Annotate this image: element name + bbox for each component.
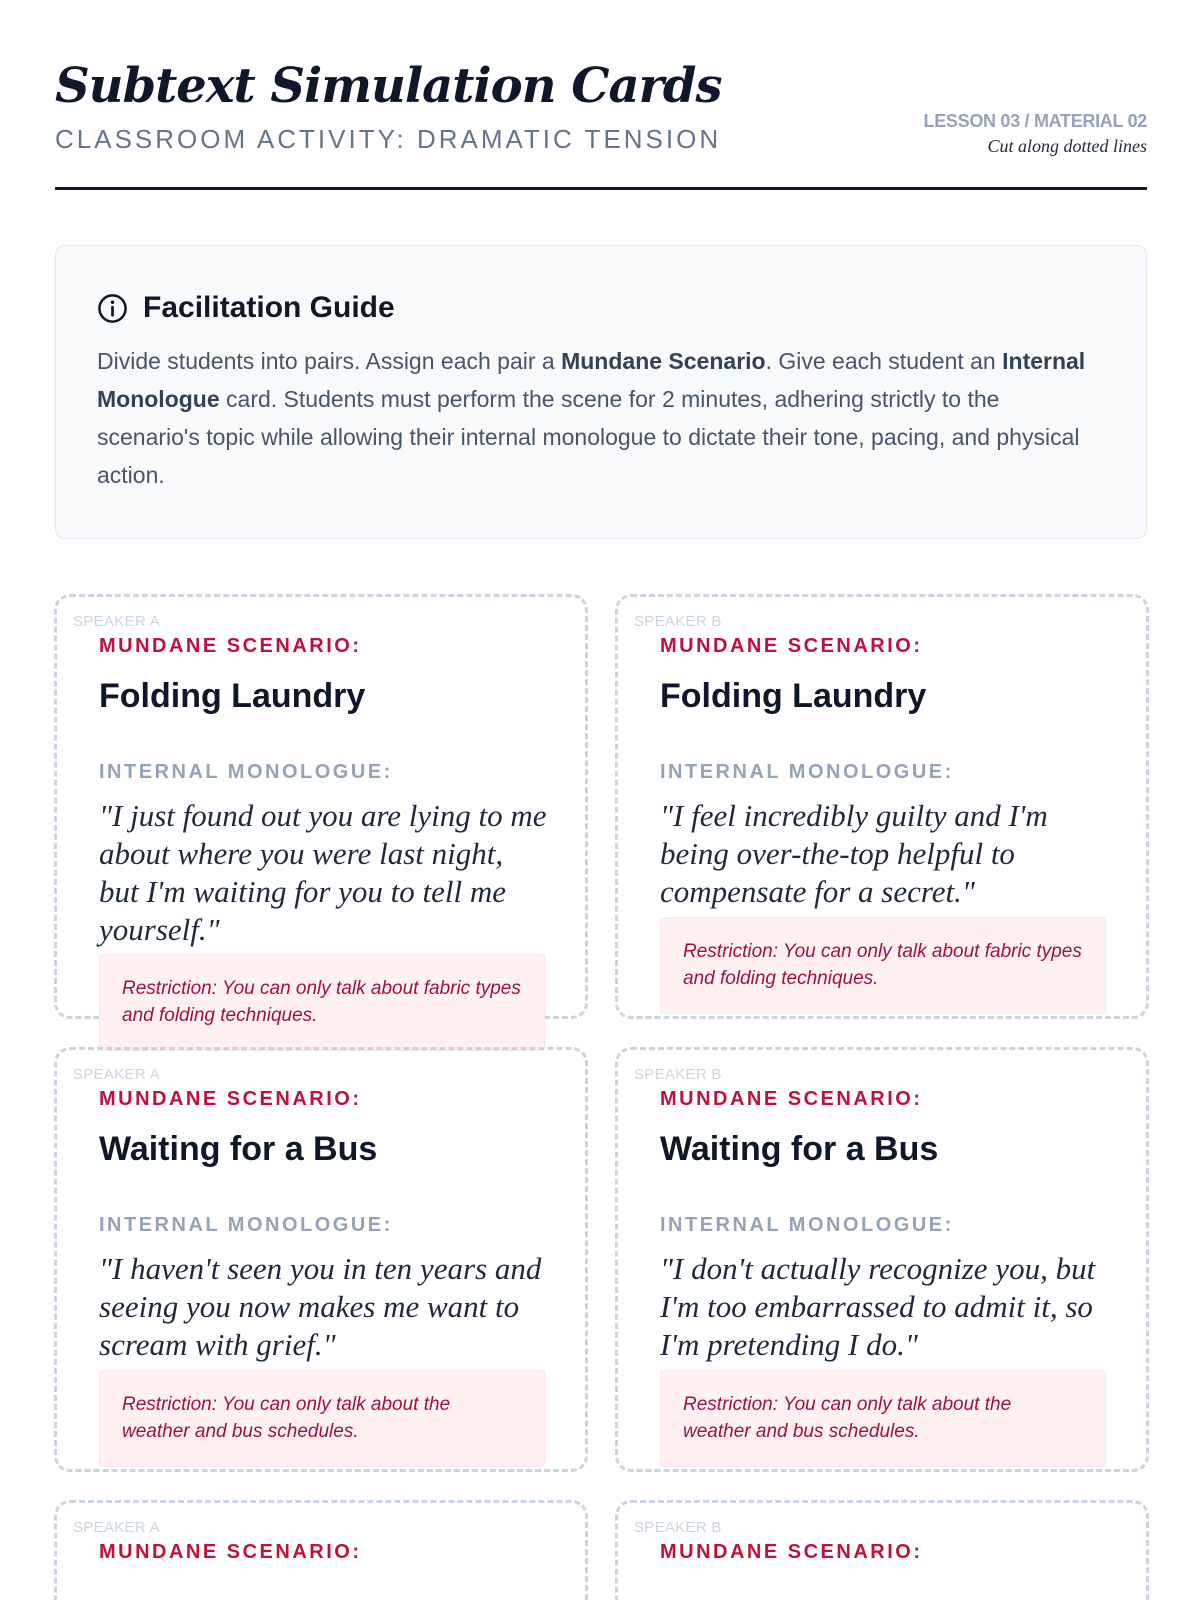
restriction-note: Restriction: You can only talk about the weather and bus schedules. <box>660 1370 1106 1467</box>
facilitation-guide <box>55 245 1147 539</box>
monologue-label: INTERNAL MONOLOGUE: <box>99 1214 393 1236</box>
scenario-label: MUNDANE SCENARIO: <box>99 1541 362 1563</box>
speaker-label: SPEAKER A <box>73 613 160 630</box>
scenario-title: Folding Laundry <box>660 677 927 715</box>
guide-text-part: card. Students must perform the scene for 2 minutes, adhering strictly to the scenario's topic while allowing their internal monologue to dictate their tone, pacing, and physical action. <box>97 386 1080 488</box>
guide-header <box>97 290 1104 326</box>
page-header <box>55 56 1147 190</box>
info-icon <box>97 293 128 324</box>
guide-bold-scenario: Mundane Scenario <box>561 348 766 374</box>
monologue-label: INTERNAL MONOLOGUE: <box>660 1214 954 1236</box>
monologue-quote: "I just found out you are lying to me about where you were last night, but I'm waiting for you to tell me yourself." <box>99 798 547 947</box>
guide-text-part: Divide students into pairs. Assign each pair a <box>97 348 562 374</box>
simulation-card <box>54 1500 588 1600</box>
scenario-title: Waiting for a Bus <box>660 1130 939 1168</box>
material-meta <box>924 108 1148 158</box>
monologue-label: INTERNAL MONOLOGUE: <box>99 761 393 783</box>
page-title: Subtext Simulation Cards <box>55 58 722 114</box>
monologue-quote: "I feel incredibly guilty and I'm being over-the-top helpful to compensate for a secret." <box>660 798 1048 909</box>
simulation-card <box>615 1047 1149 1472</box>
cut-note: Cut along dotted lines <box>987 136 1147 156</box>
guide-title: Facilitation Guide <box>143 291 395 324</box>
guide-text-part: . Give each student an <box>765 348 1003 374</box>
speaker-label: SPEAKER B <box>634 613 722 630</box>
scenario-label: MUNDANE SCENARIO: <box>660 1088 923 1110</box>
scenario-label: MUNDANE SCENARIO: <box>660 635 923 657</box>
monologue-label: INTERNAL MONOLOGUE: <box>660 761 954 783</box>
speaker-label: SPEAKER A <box>73 1066 160 1083</box>
simulation-card <box>54 1047 588 1472</box>
simulation-card <box>54 594 588 1026</box>
scenario-label: MUNDANE SCENARIO: <box>99 635 362 657</box>
restriction-note: Restriction: You can only talk about fabric types and folding techniques. <box>99 954 545 1051</box>
scenario-title: Folding Laundry <box>99 677 366 715</box>
guide-bold-monologue: Internal Monologue <box>97 348 1086 412</box>
speaker-label: SPEAKER A <box>73 1519 160 1536</box>
monologue-quote: "I haven't seen you in ten years and seeing you now makes me want to scream with grief." <box>99 1251 542 1362</box>
scenario-label: MUNDANE SCENARIO: <box>660 1541 923 1563</box>
lesson-label: LESSON 03 / MATERIAL 02 <box>923 111 1147 131</box>
scenario-title: Waiting for a Bus <box>99 1130 378 1168</box>
restriction-note: Restriction: You can only talk about the weather and bus schedules. <box>99 1370 545 1467</box>
speaker-label: SPEAKER B <box>634 1519 722 1536</box>
restriction-note: Restriction: You can only talk about fabric types and folding techniques. <box>660 917 1106 1014</box>
scenario-label: MUNDANE SCENARIO: <box>99 1088 362 1110</box>
guide-text <box>97 342 1104 494</box>
simulation-card <box>615 594 1149 1019</box>
simulation-card <box>615 1500 1149 1600</box>
monologue-quote: "I don't actually recognize you, but I'm too embarrassed to admit it, so I'm pretending I do." <box>660 1251 1096 1362</box>
speaker-label: SPEAKER B <box>634 1066 722 1083</box>
page-subtitle: CLASSROOM ACTIVITY: DRAMATIC TENSION <box>55 124 722 154</box>
